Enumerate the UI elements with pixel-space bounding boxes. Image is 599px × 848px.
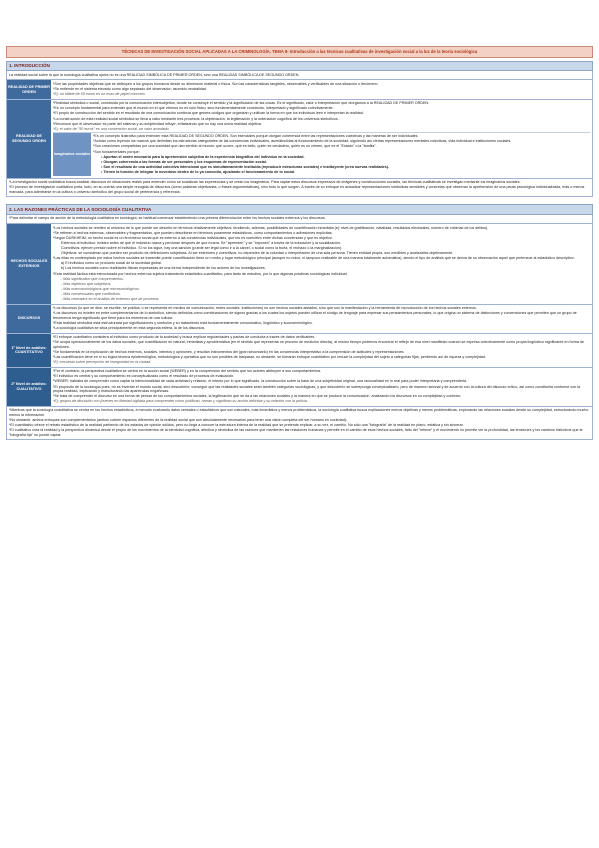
paragraph: *El proceso de investigación cualitativa porta, todo, en su cuenta una simple recogida de discursos (como palabras objetivadas, o frases argumentativas), sino todo lo que surgen. A través de su enfoque es actualizar representaciones simbólicas sensibles y concretas que observan la aprehensión de una pauta psicológica individualizada, más o menos marcada, para adentrarse en la cultura o universo simbólico del grupo social de pertenencia y referencia. <box>9 185 585 194</box>
section-closing <box>6 179 593 198</box>
row-body <box>51 368 592 406</box>
paragraph: *Es un concepto ilustrativo para entender esta REALIDAD DE SEGUNDO ORDEN. Son esenciales porque otorgan coherencia entre las representaciones colectivas y las maneras de ser individuales. <box>93 134 419 139</box>
paragraph: *El cuantitativo ofrece el retrato estadístico de la realidad partiendo de los estados de opinión sólidos, pero no llega a conocer la estructura interna de la realidad que se pretende explicar, a su vez, el cambio. No sólo una "fotografía" de la realidad en plano, estática y sin sincerar. <box>9 423 464 428</box>
paragraph: *El propio de construcción del sentido en el resultado de una comunicación continua que genera códigos que organizan y unifican la forma en que los individuos leen e interpretan la realidad. <box>53 111 364 116</box>
realidad-primer-orden-row <box>6 80 593 99</box>
bullet-item: • Aportan el orden necesario para la aprehensión subjetiva de la experiencia biográfica del individuo en la sociedad. <box>101 154 305 159</box>
intro-paragraph <box>6 215 593 224</box>
paragraph: *Se refieren a hechos externos, observables y fragmentados, que pueden describirse en términos puramente estadísticos, como comportamientos o adhesiones explícitas. <box>53 230 333 235</box>
paragraph: *El individuo es central y su comportamiento es conceptualizado como el resultado de procesos de evaluación. <box>53 374 235 379</box>
bullet-text: Aportan el orden necesario para la aprehensión subjetiva de la experiencia biográfica del individuo en la sociedad. <box>103 154 305 159</box>
row-label: REALIDAD DE SEGUNDO ORDEN <box>7 100 51 178</box>
paragraph: *El cualitativo crea la realidad y la perspectiva dinámica desde el propio de los movimientos de la identidad cognitiva, afectiva y simbólica de las razones que mantienen las relaciones humanas y permite en el cambio de esos hechos sociales, falto del "relieve" y el movimiento no permite ver la profundidad, las tensiones y los cambios históricos que la "fotografía fija" no puede captar. <box>9 428 583 437</box>
hechos-sociales-row <box>6 224 593 305</box>
row-label: REALIDAD DE PRIMER ORDEN <box>7 80 51 98</box>
section-razones-practicas <box>6 204 593 440</box>
paragraph: *Son creaciones compartidas por una sociedad que dan sentido al mundo: qué ocurre, qué es bello, quién es verdadero, quién es un crimen, qué es el "Estado" o la "familia". <box>93 144 377 149</box>
intro-paragraph <box>6 71 593 80</box>
document-title: TÉCNICAS DE INVESTIGACIÓN SOCIAL APLICADAS A LA CRIMINOLOGÍA. TEMA 8- Introducción a las técnicas cualitativas de investigación social a la luz de la teoría sociológica <box>6 46 593 58</box>
paragraph: *Ej: un billete de 50 euros es un trozo de papel concreto. <box>53 92 146 97</box>
paragraph: *Esta realidad fáctica está estructurada por hechos externos sujetos tratamiento estadístico-cuantitativo, para tanto de estudios, por lo que algunas prácticas sociológicas individual. <box>53 271 348 276</box>
bullet-item: b) Los hechos sociales como realidades físicas expresadas de una forma independiente de los actores de los investigadores. <box>61 266 266 271</box>
intro-text: *Para delimitar el campo de acción de la metodología cualitativa en sociología, se habitual comenzar estableciendo una primera diferenciación entre los hechos sociales externos y los discursos. <box>9 216 326 221</box>
bullet-item: - Más consensuales que conflictivos. <box>61 292 122 296</box>
paragraph: *Actúan como leyendo los marcos que delimitan los estructuras categoriales de las conciencias individuales, asimilándolas al funcionamiento de la sociedad, siguiendo así ciertas representaciones mentales colectivas, vida individual e instituciones sociales. <box>93 139 512 144</box>
bullet-text: Otorgan coherencia a las formas de ser personales y los esquemas de representación social. <box>103 159 267 164</box>
bullet-item: - Más centrados en el análisis de externos que de procesos. <box>61 297 160 302</box>
document-page <box>6 46 593 440</box>
bullet-text: Tienen la función de integrar lo novedoso dentro de lo ya conocido, ajustando el funcionamiento de lo social. <box>103 170 296 175</box>
paragraph: *Ej: grupos de discusión con jóvenes en libertad vigilada para comprender cómo justifican, narran y significan su acción delictiva y su relación con la policía. <box>53 399 308 404</box>
row-body <box>51 224 592 304</box>
paragraph: *Ej: el valor de "50 euros" es una convención social, un valor acordado. <box>53 126 170 131</box>
paragraph: *La sociología cualitativa se sitúa principalmente en esta segunda esfera, la de los discursos. <box>53 326 206 331</box>
paragraph: *Los discursos (lo que se dice, se escribe, se publica, o se representa en medios de comunicación, redes sociales, instituciones) no son hechos sociales aislados, sino que son la manifestación y la herramienta de reproducción de los hechos sociales externos. <box>53 306 477 311</box>
row-label: HECHOS SOCIALES EXTERNOS <box>7 224 51 304</box>
paragraph: *Mientras que la sociología cuantitativa se centra en los hechos estadísticos, a menudo evaluando datos censales o estadísticos que son naturales, más inmediatos y menos problemáticos, la sociología cualitativa busca explicaciones menos objetivas y menos problemáticas, explorando las relaciones sociales desde su complejidad, estructurando mucho menos la información. <box>9 408 589 417</box>
section-heading: 2. LAS RAZONES PRÁCTICAS DE LA SOCIOLOGÍA CUALITATIVA <box>6 204 593 215</box>
paragraph: *Reconoce que el observador es parte del sistema y su subjetividad influye, enfatizando que no hay una única realidad objetiva. <box>53 121 262 126</box>
paragraph: *Los hechos sociales se remiten al universo de lo que puede ser descrito en términos relativamente objetivos, tendiendo, además, posibilidades de cuantificación inmediata (ej: nivel de gratificación, natalidad, resultados electorales, número de víctimas de los delitos). <box>53 225 489 230</box>
imaginarios-subrow <box>53 132 590 176</box>
bullet-item: - Más significativo que comprenderlos. <box>61 276 124 281</box>
paragraph: *No obstante, ambos enfoques son complementarios (ambos cubren espacios diferentes de la realidad social que son absolutamente necesarios para tener una visión completa del ser humano en sociedad): <box>9 418 348 423</box>
section-closing <box>6 407 593 440</box>
paragraph: *Por el contrario, la perspectiva cualitativa se centra en la acción social (WEBER) y en la comprensión del sentido que los actores atribuyen a sus comportamientos. <box>53 369 322 374</box>
row-label: 1º Nivel de análisis: CUANTITATIVO <box>7 334 51 367</box>
section-heading: 1. INTRODUCCIÓN <box>6 61 593 72</box>
paragraph: *Se ocupa operacionalmente de los datos sociales, que cuantificación en natural, inmediata y aproblemática (en el sentido que representa un proceso de medición directa), al mismo tiempo podemos encontrar el reflejo de esa nivel manifiesto cuando se expresa colectivamente como propia lingüístico significante en forma de opiniones. <box>53 340 585 349</box>
paragraph: *Se fundamental en la explicación de hechos externos, sociales, intentos y opiniones, y resultan instrumentos del (gran secundario) en las conciencias interpretativo a la comprensión de actitudes y representaciones. <box>53 349 405 354</box>
paragraph: *Es un concepto fundamental para entender que el mundo en el que vivimos no es solo físico, sino fundamentalmente construido, interpretado y significado colectivamente. <box>53 106 334 111</box>
paragraph: *Las ellas es contemplado por estos hechos sociales se transmite puede cuantificación tiene un rumbo y lugar metodológico principal (aunque no único, ni tampoco realizable de una manera totalmente automática), siendo el tipo de análisis que se deriva de su observación aquel que pertenece al estadístico descriptivo. <box>53 256 575 261</box>
paragraph: *Los discursos no existen en entre complementarios de lo simbólico, siendo definidos como combinaciones de signos gracias a los cuales los sujetos pueden utilizar el código de lenguaje para expresar sus pensamientos personales, lo que origina un sistema de distinciones y convenciones que permiten que un grupo de fenómenos tenga significado que tiene para los miembros de una cultura. <box>53 311 577 320</box>
row-body <box>51 334 592 367</box>
bullet-item: Objetivos: se consideran que pueden ser producto de definiciones subjetivas. Al ser exteriores y coercitivos, no dependen de la voluntad o interpretación de una sola persona. Tienen entidad propia, son medibles y analizables objetivamente. <box>61 251 454 256</box>
row-body <box>51 100 592 178</box>
paragraph: *La construcción de esta realidad social simbólica se lleva a cabo mediante tres procesos: la objetivación, la legitimación y la ordenación cognitiva de los universos simbólicos. <box>53 116 339 121</box>
bullet-item: • Otorgan coherencia a las formas de ser personales y los esquemas de representación social. <box>101 159 267 164</box>
discursos-row <box>6 305 593 334</box>
subrow-body <box>91 133 590 176</box>
row-label: 2º Nivel de análisis: CUALITATIVO <box>7 368 51 406</box>
paragraph: *La investigación social cualitativa busca analizar discursos en situaciones reales para entender cómo se socializan las experiencias y se crean los imaginarios. Para captar estos discursos expresivos de imágenes y construcciones sociales, las técnicas cualitativas se investigan mediante los imaginarios sociales. <box>9 180 521 185</box>
paragraph: *El propósito de la sociología pues, no es inventar el mundo social, sino descubrirlo: conseguir que las realidades sociales sean también categorías sociológicas, y que descubrirlo se sobreponga conceptualizarlo, pero de manera racional y de acuerdo con la cultura del discurso crítico, así como constituirla conforme con la propia realidad, explicando y estructurando las apariencias engañosas. <box>53 384 581 394</box>
paragraph: *El enfoque cuantitativo considera al individuo como producto de la sociedad y busca explicar regularidades y pautas de conducta a través de datos verificables. <box>53 335 316 340</box>
section-introduccion <box>6 61 593 198</box>
paragraph: *Son fundamentales porque: <box>93 149 140 154</box>
subrow-label: Imaginarios sociales <box>53 133 91 176</box>
paragraph: *Según DURKHEIM, un hecho social es un fenómeno social que es externo a las conciencias individuales, que les es coercitivo entre dichas conciencias y que es objetivo. <box>53 235 333 240</box>
row-body <box>51 80 592 98</box>
bullet-item: Externos al individuo: existen antes de que el individuo nazca y perduran después de que muera. Se "aprenden" y se "imponen" a través de la educación y la socialización. <box>61 240 341 245</box>
paragraph: *WEBER: hablaba de comprender como captar la intencionalidad de cada actividad y relación, el intento por lo que significado, la construcción sobre la base de una subjetividad original, una racionalidad en lo real para poder interpretarla y comprenderla. <box>53 379 468 384</box>
bullet-item: - Más objetivos que subjetivos. <box>61 281 112 286</box>
bullet-item: - Más macrosociológicos que microsociológicos. <box>61 286 140 291</box>
paragraph: *Realidad simbólica o social, construida por la comunicación intersubjetiva, donde se construye el sentido y la significación de las cosas. Es el significado, valor o interpretación que otorgamos a la REALIDAD DE PRIMER ORDEN. <box>53 101 430 106</box>
paragraph: *Se entiende en el sistema elevado como algo separado del observador; asumido neutralidad. <box>53 86 207 91</box>
intro-text: La realidad social sobre la que la sociología cualitativa opera no es una REALIDAD SIMBÓLICA DE PRIMER ORDEN, sino una REALIDAD SIMBÓLICA DE SEGUNDO ORDEN. <box>9 72 300 77</box>
paragraph: *Son las propiedades objetivas que se atribuyen a los grupos humanos desde su dimensión material o física. Son las características tangibles, observables y verificables de una situación o fenómeno. <box>53 81 379 86</box>
nivel-cualitativo-row <box>6 368 593 407</box>
paragraph: *Esta realidad simbólica está estructurada por significaciones y símbolos y su tratamiento está fundamentalmente comunicativo, lingüístico y sociosemiológico. <box>53 320 313 325</box>
paragraph: *Ej: encuesta sobre percepción de inseguridad en la ciudad. <box>53 360 152 365</box>
paragraph: *Las cuantificación tiene en sí su lógica técnica epistemológica, metodológica y operativa que no son posibles de traspasar, no obstante, se tomarán enfoque cuantitativo por reducir la complejidad del sujeto a categorías fijas, perdiendo así de riqueza y complejidad. <box>53 355 486 360</box>
bullet-item: • Son el resultado de una actividad colectiva intencional que es simultáneamente instituida (reproducir estructuras sociales) e instituyente (crea nuevas realidades). <box>101 164 389 169</box>
row-body <box>51 305 592 333</box>
bullet-item: Coercitivos: ejercen presión sobre el individuo. Si no los sigue, hay una sanción (puede ser legal como ir a la cárcel, o social como la burla, el rechazo o la marginalización). <box>61 246 343 251</box>
bullet-text: Son el resultado de una actividad colectiva intencional que es simultáneamente instituida (reproducir estructuras sociales) e instituyente (crea nuevas realidades). <box>103 164 389 169</box>
bullet-item: • Tienen la función de integrar lo novedoso dentro de lo ya conocido, ajustando el funcionamiento de lo social. <box>101 170 296 175</box>
row-label: DISCURSOS <box>7 305 51 333</box>
realidad-segundo-orden-row <box>6 100 593 179</box>
nivel-cuantitativo-row <box>6 334 593 368</box>
bullet-item: a) El individuo como un producto social de la sociedad global. <box>61 261 162 266</box>
paragraph: *Se trata de comprender el discurso en una forma de pensar de los comportamientos sociales, la legitimación que se da a las relaciones sociales y la manera en que se produce la comunicación, analizando los discursos en su complejidad y contexto. <box>53 394 462 399</box>
